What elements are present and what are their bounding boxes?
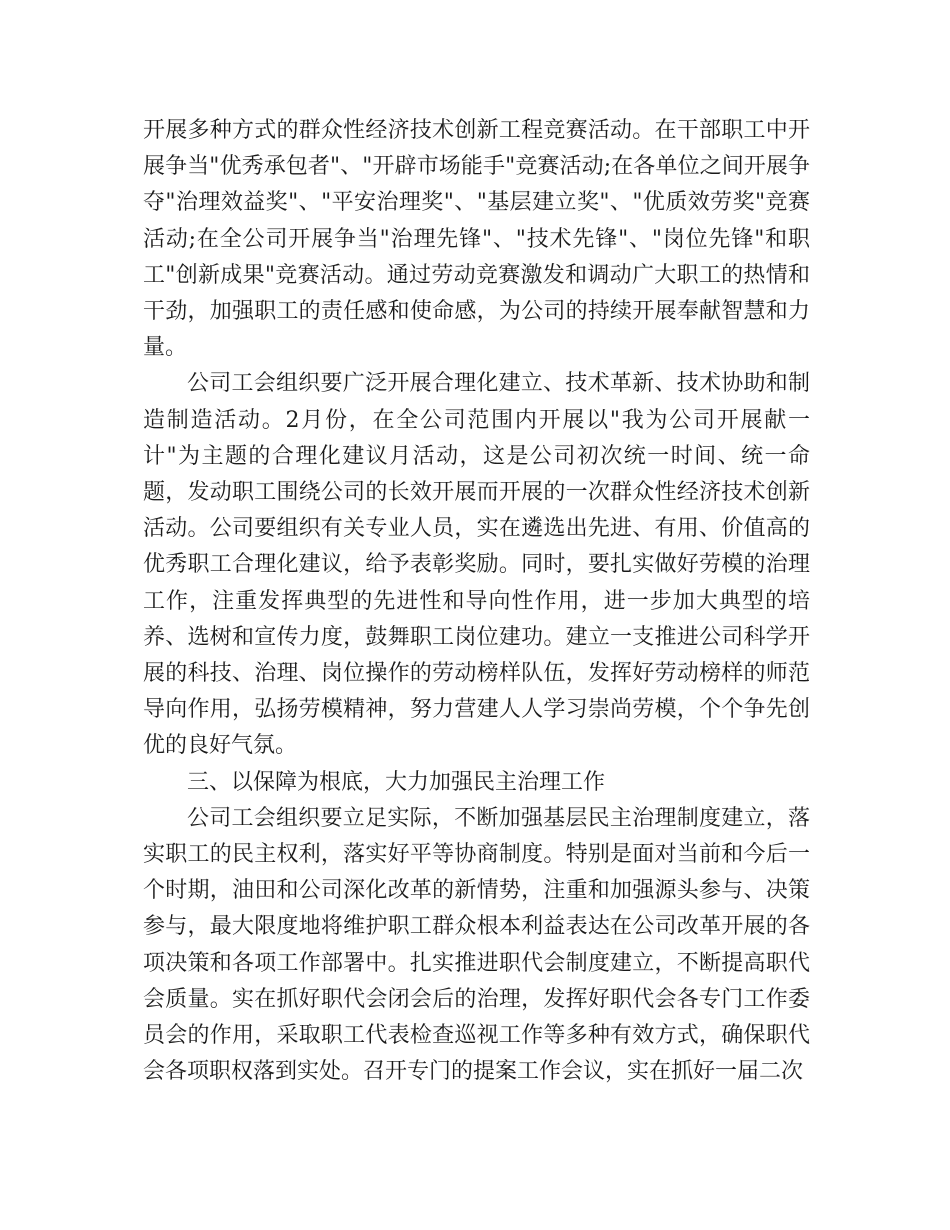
document-body bbox=[143, 113, 810, 1090]
section-heading-democratic-management: 三、以保障为根底，大力加强民主治理工作 bbox=[187, 769, 606, 795]
paragraph-democratic-management: 公司工会组织要立足实际，不断加强基层民主治理制度建立，落实职工的民主权利，落实好平等协商制度。特别是面对当前和今后一个时期，油田和公司深化改革的新情势，注重和加强源头参与、决策参与，最大限度地将维护职工群众根本利益表达在公司改革开展的各项决策和各项工作部署中。扎实推进职代会制度建立，不断提高职代会质量。实在抓好职代会闭会后的治理，发挥好职代会各专门工作委员会的作用，采取职工代表检查巡视工作等多种有效方式，确保职代会各项职权落到实处。召开专门的提案工作会议，实在抓好一届二次 bbox=[143, 805, 810, 1085]
paragraph-rationalization-proposals: 公司工会组织要广泛开展合理化建立、技术革新、技术协助和制造制造活动。2月份，在全公司范围内开展以"我为公司开展献一计"为主题的合理化建议月活动，这是公司初次统一时间、统一命题，发动职工围绕公司的长效开展而开展的一次群众性经济技术创新活动。公司要组织有关专业人员，实在遴选出先进、有用、价值高的优秀职工合理化建议，给予表彰奖励。同时，要扎实做好劳模的治理工作，注重发挥典型的先进性和导向性作用，进一步加大典型的培养、选树和宣传力度，鼓舞职工岗位建功。建立一支推进公司科学开展的科技、治理、岗位操作的劳动榜样队伍，发挥好劳动榜样的师范导向作用，弘扬劳模精神，努力营建人人学习崇尚劳模，个个争先创优的良好气氛。 bbox=[143, 371, 810, 759]
paragraph-competition-activities: 开展多种方式的群众性经济技术创新工程竞赛活动。在干部职工中开展争当"优秀承包者"、"开辟市场能手"竞赛活动;在各单位之间开展争夺"治理效益奖"、"平安治理奖"、"基层建立奖"、"优质效劳奖"竞赛活动;在全公司开展争当"治理先锋"、"技术先锋"、"岗位先锋"和职工"创新成果"竞赛活动。通过劳动竞赛激发和调动广大职工的热情和干劲，加强职工的责任感和使命感，为公司的持续开展奉献智慧和力量。 bbox=[143, 118, 810, 361]
